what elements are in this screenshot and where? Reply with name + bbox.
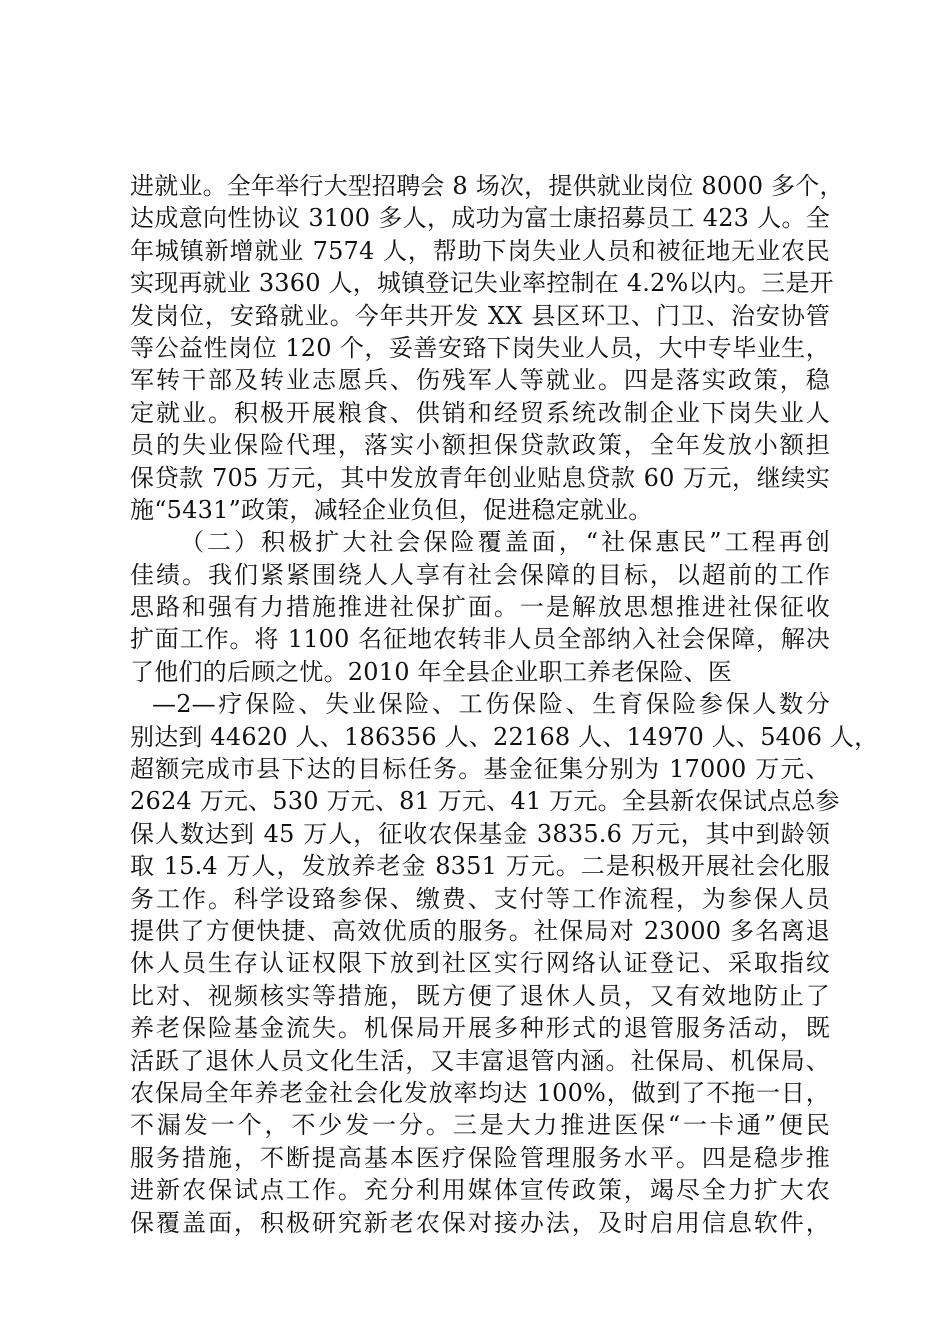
text-line: 别达到 44620 人、186356 人、22168 人、14970 人、5406 人， <box>130 722 879 751</box>
text-line: 了他们的后顾之忧。2010 年全县企业职工养老保险、医 <box>130 657 733 686</box>
text-line: 军转干部及转业志愿兵、伤残军人等就业。四是落实政策，稳 <box>130 366 830 395</box>
text-line: 思路和强有力措施推进社保扩面。一是解放思想推进社保征收 <box>130 593 830 622</box>
text-line: 农保局全年养老金社会化发放率均达 100%，做到了不拖一日， <box>130 1078 830 1107</box>
text-line: 发岗位，安臵就业。今年共开发 XX 县区环卫、门卫、治安协管 <box>130 301 830 330</box>
text-line: 扩面工作。将 1100 名征地农转非人员全部纳入社会保障，解决 <box>130 625 830 654</box>
text-line: 提供了方便快捷、高效优质的服务。社保局对 23000 多名离退 <box>130 916 830 945</box>
document-body <box>130 170 879 1239</box>
text-line: 2624 万元、530 万元、81 万元、41 万元。全县新农保试点总参 <box>130 787 840 816</box>
text-line: 实现再就业 3360 人，城镇登记失业率控制在 4.2%以内。三是开 <box>130 269 834 298</box>
text-line: 年城镇新增就业 7574 人，帮助下岗失业人员和被征地无业农民 <box>130 236 830 265</box>
text-line: 等公益性岗位 120 个，妥善安臵下岗失业人员，大中专毕业生， <box>130 333 830 362</box>
text-line: 服务措施，不断提高基本医疗保险管理服务水平。四是稳步推 <box>130 1143 830 1172</box>
text-line: 进新农保试点工作。充分利用媒体宣传政策，竭尽全力扩大农 <box>130 1176 830 1205</box>
page-number-line: —2—疗保险、失业保险、工伤保险、生育保险参保人数分 <box>152 690 830 719</box>
text-line: 养老保险基金流失。机保局开展多种形式的退管服务活动，既 <box>130 1014 830 1043</box>
text-line: 施“5431”政策，减轻企业负但，促进稳定就业。 <box>130 495 653 524</box>
text-line: 取 15.4 万人，发放养老金 8351 万元。二是积极开展社会化服 <box>130 852 830 881</box>
text-line: 不漏发一个，不少发一分。三是大力推进医保“一卡通”便民 <box>130 1111 830 1140</box>
text-line: 定就业。积极开展粮食、供销和经贸系统改制企业下岗失业人 <box>130 398 830 427</box>
text-line: 比对、视频核实等措施，既方便了退休人员，又有效地防止了 <box>130 981 830 1010</box>
text-line: 进就业。全年举行大型招聘会 8 场次，提供就业岗位 8000 多个， <box>130 172 844 200</box>
section-heading-line: （二）积极扩大社会保险覆盖面，“社保惠民”工程再创 <box>180 528 830 557</box>
text-line: 超额完成市县下达的目标任务。基金征集分别为 17000 万元、 <box>130 755 830 784</box>
text-line: 保人数达到 45 万人，征收农保基金 3835.6 万元，其中到龄领 <box>130 819 830 848</box>
text-line: 活跃了退休人员文化生活，又丰富退管内涵。社保局、机保局、 <box>130 1046 830 1075</box>
text-line: 员的失业保险代理，落实小额担保贷款政策，全年发放小额担 <box>130 431 830 460</box>
text-line: 保贷款 705 万元，其中发放青年创业贴息贷款 60 万元，继续实 <box>130 463 830 492</box>
text-line: 务工作。科学设臵参保、缴费、支付等工作流程，为参保人员 <box>130 884 830 913</box>
text-line: 达成意向性协议 3100 多人，成功为富士康招募员工 423 人。全 <box>130 204 830 233</box>
text-line: 休人员生存认证权限下放到社区实行网络认证登记、采取指纹 <box>130 949 830 978</box>
text-line: 佳绩。我们紧紧围绕人人享有社会保障的目标，以超前的工作 <box>130 560 830 589</box>
text-line: 保覆盖面，积极研究新老农保对接办法，及时启用信息软件， <box>130 1208 830 1237</box>
